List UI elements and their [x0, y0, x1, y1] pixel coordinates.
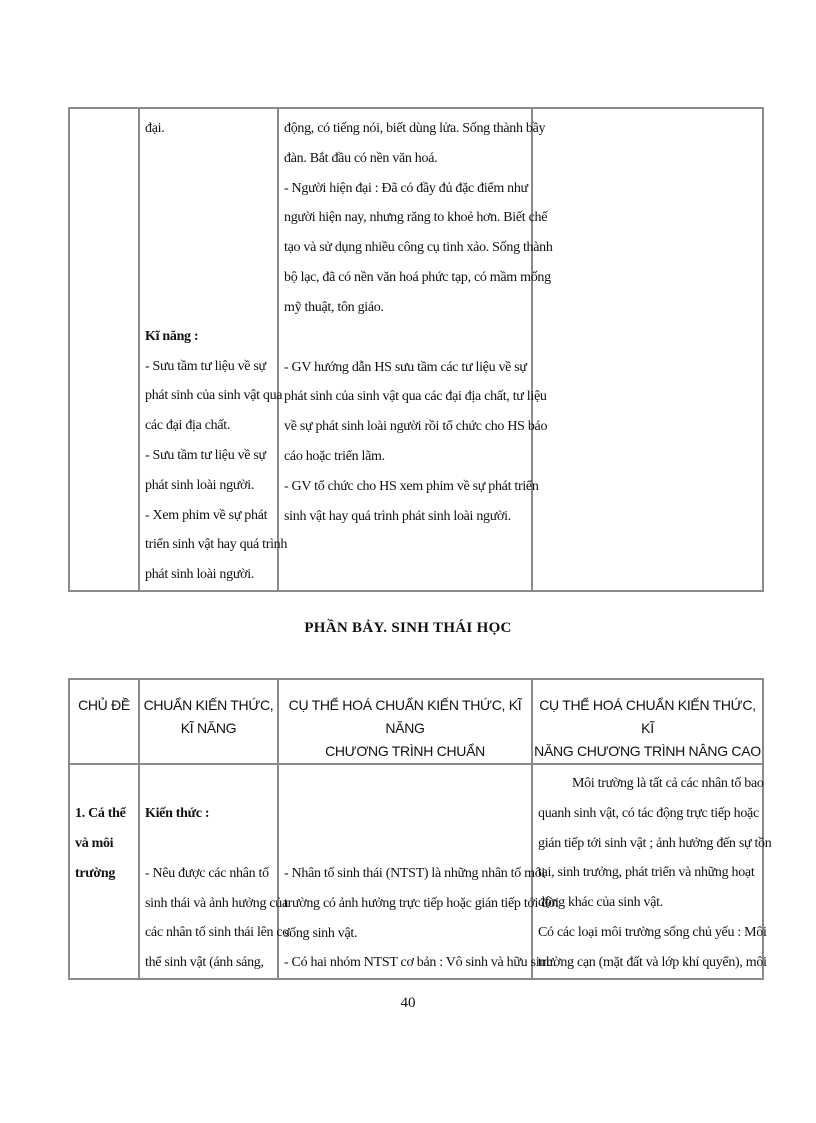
cell-line: - GV hướng dẫn HS sưu tầm các tư liệu về sự: [284, 359, 527, 375]
cell-line: 1. Cá thể: [75, 806, 126, 821]
cell-line: thể sinh vật (ánh sáng,: [145, 955, 264, 971]
cell-line: sinh thái và ảnh hưởng của: [145, 895, 288, 911]
cell-line: về sự phát sinh loài người rồi tổ chức cho HS báo: [284, 419, 548, 435]
cell-line: tại, sinh trưởng, phát triển và những hoạt: [538, 865, 755, 881]
cell-line: - Sưu tầm tư liệu về sự: [145, 447, 266, 463]
cell-line: các đại địa chất.: [145, 418, 231, 434]
skills-cell: [139, 108, 288, 591]
cell-line: quanh sinh vật, có tác động trực tiếp hoặc: [538, 805, 759, 821]
cell-line: phát sinh loài người.: [145, 477, 255, 493]
advanced-cell: [532, 764, 772, 979]
cell-line: động khác của sinh vật.: [538, 895, 663, 911]
advanced-cell: [532, 108, 763, 591]
header-line: CỤ THỂ HOÁ CHUẨN KIẾN THỨC, KĨ NĂNG: [288, 697, 522, 736]
standard-cell: [278, 764, 559, 979]
cell-line: người hiện nay, nhưng răng to khoẻ hơn. Biết chế: [284, 210, 548, 226]
main-table: [68, 678, 772, 980]
cell-line: - Nhân tố sinh thái (NTST) là những nhân tố môi: [284, 866, 546, 881]
cell-line: Có các loại môi trường sống chủ yếu : Môi: [538, 924, 767, 940]
standard-cell: [278, 108, 553, 591]
page-number: 40: [400, 995, 416, 1011]
cell-line: sinh vật hay quá trình phát sinh loài người.: [284, 508, 511, 524]
knowledge-heading: Kiến thức :: [145, 806, 210, 821]
cell-line: đàn. Bắt đầu có nền văn hoá.: [284, 150, 438, 166]
header-topic: [69, 679, 139, 764]
cell-line: - Xem phim về sự phát: [145, 507, 268, 523]
header-standard-program: [278, 679, 532, 764]
cell-line: mỹ thuật, tôn giáo.: [284, 299, 384, 315]
cell-line: bộ lạc, đã có nền văn hoá phức tạp, có mầm mống: [284, 269, 551, 285]
cell-line: - Nêu được các nhân tố: [145, 865, 269, 881]
skills-heading: Kĩ năng :: [145, 328, 199, 344]
continued-table: [68, 107, 764, 592]
cell-line: triển sinh vật hay quá trình: [145, 537, 288, 553]
cell-line: phát sinh của sinh vật qua: [145, 388, 283, 404]
cell-line: trường cạn (mặt đất và lớp khí quyển), môi: [538, 954, 767, 970]
section-title: PHẦN BẢY. SINH THÁI HỌC: [304, 620, 512, 636]
cell-line: - Có hai nhóm NTST cơ bản : Vô sinh và hữu sinh.: [284, 955, 556, 971]
topic-cell: [69, 108, 139, 591]
cell-line: đại.: [145, 121, 165, 136]
knowledge-cell: [139, 764, 290, 979]
cell-line: các nhân tố sinh thái lên cơ: [145, 925, 290, 941]
cell-line: tạo và sử dụng nhiều công cụ tinh xảo. Sống thành: [284, 240, 553, 256]
header-standard-knowledge: [139, 679, 278, 764]
cell-line: phát sinh loài người.: [145, 567, 255, 583]
header-line: CHUẨN KIẾN THỨC,: [143, 697, 274, 713]
cell-line: gián tiếp tới sinh vật ; ảnh hưởng đến sự tồn: [538, 835, 772, 851]
cell-line: sống sinh vật.: [284, 925, 358, 941]
header-line: NĂNG CHƯƠNG TRÌNH NÂNG CAO: [534, 743, 761, 759]
cell-line: - GV tổ chức cho HS xem phim về sự phát triển: [284, 478, 539, 494]
header-line: CỤ THỂ HOÁ CHUẨN KIẾN THỨC, KĨ: [539, 697, 756, 736]
cell-line: và môi: [75, 835, 114, 851]
header-line: KĨ NĂNG: [180, 720, 237, 736]
header-advanced-program: [532, 679, 763, 764]
header-line: CHỦ ĐỀ: [78, 697, 130, 713]
cell-line: cáo hoặc triển lãm.: [284, 448, 385, 464]
header-line: CHƯƠNG TRÌNH CHUẨN: [325, 743, 485, 759]
cell-line: Môi trường là tất cả các nhân tố bao: [572, 776, 764, 791]
cell-line: - Người hiện đại : Đã có đầy đủ đặc điểm như: [284, 180, 528, 196]
topic-cell: [69, 764, 139, 979]
cell-line: động, có tiếng nói, biết dùng lửa. Sống thành bầy: [284, 121, 546, 136]
cell-line: trường: [75, 865, 116, 881]
cell-line: trường có ảnh hưởng trực tiếp hoặc gián tiếp tới đời: [284, 895, 559, 911]
cell-line: - Sưu tầm tư liệu về sự: [145, 358, 266, 374]
cell-line: phát sinh của sinh vật qua các đại địa chất, tư liệu: [284, 389, 547, 405]
